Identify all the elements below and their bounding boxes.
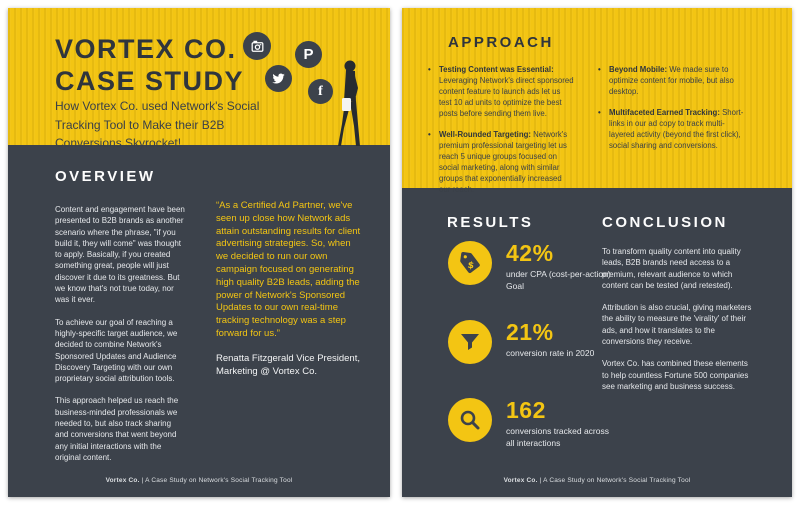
bullet-lead: Beyond Mobile: bbox=[609, 65, 668, 74]
bullet-lead: Multifaceted Earned Tracking: bbox=[609, 108, 720, 117]
overview-heading: OVERVIEW bbox=[55, 168, 156, 185]
page-title bbox=[55, 34, 244, 97]
result-value: 162 bbox=[506, 397, 546, 423]
pinterest-icon: P bbox=[295, 41, 322, 68]
bullet-body: Network's premium professional targeting let us reach 5 unique groups focused on social marketing, along with similar groups that exponentially increased our reach. bbox=[439, 130, 568, 194]
case-study-page-1 bbox=[8, 8, 390, 497]
approach-bullet bbox=[428, 64, 574, 119]
results-heading: RESULTS bbox=[447, 214, 534, 231]
testimonial-quote-column bbox=[216, 200, 364, 378]
overview-paragraph: To achieve our goal of reaching a highly-specific target audience, we decided to combine Network's Sponsored Updates and Audience Discovery Targeting with our own proprietary social attribution tools. bbox=[55, 317, 178, 384]
svg-text:$: $ bbox=[466, 260, 475, 272]
instagram-icon bbox=[243, 32, 271, 60]
overview-text-column bbox=[55, 204, 185, 463]
twitter-icon bbox=[265, 65, 292, 92]
footer-brand: Vortex Co. bbox=[105, 477, 140, 484]
result-item-conversion-rate bbox=[448, 320, 618, 364]
walking-person-silhouette bbox=[334, 58, 364, 155]
page1-footer bbox=[8, 477, 390, 484]
page-title-line1: VORTEX CO. bbox=[55, 34, 237, 64]
approach-heading: APPROACH bbox=[448, 34, 554, 51]
result-value: 42% bbox=[506, 240, 554, 266]
facebook-icon: f bbox=[308, 79, 333, 104]
approach-bullets-left bbox=[428, 64, 574, 205]
footer-text: | A Case Study on Network's Social Tracking Tool bbox=[139, 477, 293, 484]
conclusion-paragraph: Attribution is also crucial, giving marketers the ability to measure the 'virality' of their ads, and how it translates to the conversions they receive. bbox=[602, 303, 752, 347]
overview-paragraph: Content and engagement have been presented to B2B brands as another scenario where the phrase, "if you build it, they will come" was thought to apply. Basically, if you created something great, people will just discover it due to its greatness. But we know that's not true today, nor was it ever. bbox=[55, 205, 185, 305]
page-title-line2: CASE STUDY bbox=[55, 65, 245, 96]
conclusion-text-column bbox=[602, 246, 754, 392]
result-value: 21% bbox=[506, 319, 554, 345]
footer-text: | A Case Study on Network's Social Tracking Tool bbox=[537, 477, 691, 484]
page2-footer bbox=[402, 477, 792, 484]
price-tag-icon bbox=[448, 241, 492, 285]
result-item-cpa bbox=[448, 241, 618, 292]
bullet-body: Leveraging Network's direct sponsored content feature to launch ads let us test 10 ad units to optimize the best posts before sending them live. bbox=[439, 76, 574, 118]
bullet-lead: Well-Rounded Targeting: bbox=[439, 130, 531, 139]
result-label: conversions tracked across all interactions bbox=[506, 426, 609, 448]
result-label: under CPA (cost-per-action) Goal bbox=[506, 269, 611, 291]
bullet-lead: Testing Content was Essential: bbox=[439, 65, 554, 74]
quote-attribution: Renatta Fitzgerald Vice President, Marketing @ Vortex Co. bbox=[216, 352, 360, 377]
quote-text: “As a Certified Ad Partner, we've seen up close how Network ads attain outstanding results for client advertising strategies. So, when we decided to run our own campaign focused on generating high quality B2B leads, adding the power of Network's Sponsored Updates to our own real-time tracking technology was a step forward for us.” bbox=[216, 200, 361, 339]
approach-bullet bbox=[598, 64, 744, 97]
overview-paragraph: This approach helped us reach the business-minded professionals we needed to, but also track sharing and conversions that went beyond any initial interactions with the original content. bbox=[55, 396, 179, 462]
result-item-conversions-tracked bbox=[448, 398, 618, 449]
page1-yellow-header bbox=[8, 8, 390, 151]
footer-brand: Vortex Co. bbox=[503, 477, 538, 484]
case-study-page-2 bbox=[402, 8, 792, 497]
approach-bullet bbox=[428, 129, 574, 195]
conclusion-paragraph: Vortex Co. has combined these elements to help countless Fortune 500 companies see marketing and business success. bbox=[602, 359, 749, 391]
bullet-body: Short-links in our ad copy to track multi-layered activity (beyond the first click), social sharing and conversions. bbox=[609, 108, 744, 150]
page-subtitle: How Vortex Co. used Network's Social Tracking Tool to Make their B2B Conversions Skyrocket! bbox=[55, 99, 260, 151]
funnel-icon bbox=[448, 320, 492, 364]
conclusion-heading: CONCLUSION bbox=[602, 214, 728, 231]
approach-bullet bbox=[598, 107, 744, 151]
bullet-body: We made sure to optimize content for mobile, but also desktop. bbox=[609, 65, 734, 96]
approach-bullets-right bbox=[598, 64, 744, 161]
conclusion-paragraph: To transform quality content into quality leads, B2B brands need access to a premium, relevant audience to which content can be tested (and retested). bbox=[602, 247, 741, 290]
page2-yellow-header bbox=[402, 8, 792, 194]
magnifier-icon bbox=[448, 398, 492, 442]
result-label: conversion rate in 2020 bbox=[506, 348, 595, 358]
